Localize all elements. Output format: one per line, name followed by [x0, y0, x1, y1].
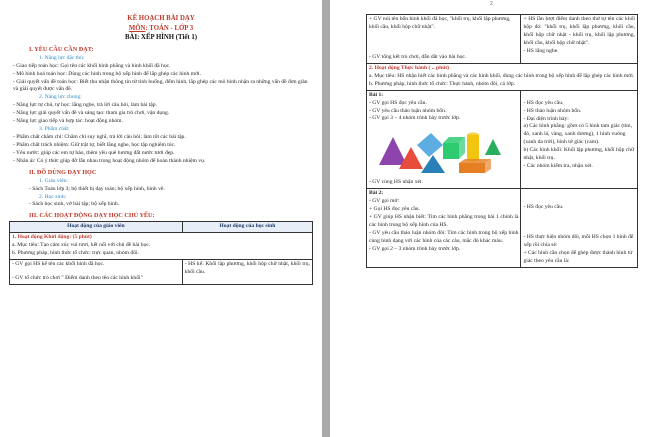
teacher-step: - GV tổng kết trò chơi, dẫn dắt vào bài học.	[369, 53, 467, 60]
student-step: - HS đọc yêu cầu.	[523, 204, 564, 211]
body-line: - Phẩm chất chăm chỉ: Chăm chỉ suy nghĩ, trả lời câu hỏi; làm tốt các bài tập.	[13, 134, 186, 141]
activity-1-student-cell	[182, 259, 312, 284]
cube-shape	[443, 137, 465, 159]
teacher-step: - GV cùng HS nhận xét.	[369, 179, 423, 186]
student-step: - HS lắng nghe.	[523, 47, 559, 54]
body-line: - Năng lực giải quyết vấn đề và sáng tạo: tham gia trò chơi, vận dụng.	[13, 110, 170, 117]
box-shape	[459, 159, 491, 173]
subsection-2-2: 2. Học sinh:	[39, 193, 67, 200]
body-line: - Sách Toán lớp 3; bộ thiết bị dạy toán; bộ xếp hình, hình vẽ.	[29, 185, 165, 192]
teacher-step: + GV nói tên bốn hình khối đã học, "khối trụ, khối lập phương, khối cầu, khối hộp chữ nhật".	[369, 16, 511, 30]
subsection-1-1: 1. Năng lực đặc thù:	[39, 54, 85, 61]
teacher-step: - GV gọi mở:	[369, 198, 400, 205]
teacher-step: - GV tổ chức trò chơi " Điểm danh theo tên các hình khối"	[12, 274, 143, 281]
teacher-step: + GV giúp HS nhận biết: Tìm các hình phẳng trong bài 1 chình là các hình trong bộ xếp hình của HS.	[369, 214, 519, 229]
activity-1-teacher-cell	[10, 259, 183, 284]
activity-1-method: b. Phương pháp, hình thức tổ chức: trực quan, nhóm đôi.	[12, 250, 139, 256]
lesson-title: BÀI: XẾP HÌNH (Tiết 1)	[125, 34, 197, 42]
exercise-1-student-cell	[521, 90, 638, 189]
subsection-2-1: 1. Giáo viên:	[39, 177, 69, 184]
activity-1-student-cell-cont	[521, 15, 638, 64]
activity-2-header-cell	[367, 63, 638, 90]
triangle-shape-blue	[421, 155, 445, 173]
shapes-illustration	[373, 125, 503, 177]
teacher-step: - GV gọi 3 – 4 nhóm trình bày trước lớp.	[369, 115, 461, 122]
student-step: + HS lần lượt điểm danh theo thứ tự tên các khối hộp đó: "khối trụ, khối lập phương, khối cầu, khối hộp chữ nhật - khối trụ, khối lập phương, khối cầu, khối hộp chữ nhật".	[523, 16, 635, 46]
activity-1-teacher-cell-cont	[367, 15, 521, 64]
teacher-step: + Gọi HS đọc yêu cầu.	[369, 206, 421, 213]
teacher-step: - GV gọi HS đọc yêu cầu.	[369, 99, 427, 106]
body-line: - Sách học sinh, vở bài tập; bộ xếp hình.	[29, 201, 120, 208]
student-step: - HS kể: Khối lập phương, khối hộp chữ nhật, khối trụ, khối cầu.	[184, 260, 310, 275]
activity-1-objective: a. Mục tiêu: Tạo cảm xúc vui tươi, kết nối với chủ đề bài học.	[12, 242, 151, 249]
teacher-step: - GV gọi HS kể tên các khối hình đã học.	[12, 260, 105, 267]
body-line: - Mô hình hoá toán học: Dùng các hình trong bộ xếp hình để lắp ghép các hình mới.	[13, 70, 201, 77]
activity-2-title: 2. Hoạt động Thực hành ( .. phút)	[369, 64, 450, 71]
teacher-column-header: Hoạt động của giáo viên	[10, 222, 183, 233]
student-column-header: Hoạt động của học sinh	[182, 222, 312, 233]
section-heading-3: III. CÁC HOẠT ĐỘNG DẠY HỌC CHỦ YẾU:	[29, 212, 155, 220]
activities-table-continued	[366, 14, 638, 268]
triangle-shape-green	[485, 139, 501, 155]
exercise-2-student-cell	[521, 189, 638, 268]
document-page-1	[0, 0, 322, 437]
square-shape	[417, 133, 443, 157]
subsection-1-3: 3. Phẩm chất:	[39, 126, 70, 133]
student-step: - HS thực hiện nhóm đôi, mỗi HS chọn 1 hình để xếp rồi chia sẻ:	[523, 234, 634, 249]
page-number: 2	[490, 1, 493, 7]
teacher-step: - GV yêu cầu thảo luận nhóm đôi: Tìm các hình trong bộ xếp hình cùng hình dạng với các hình của các câu, mắc đủ khác màu.	[369, 230, 519, 244]
body-line: - Giải quyết vấn đề toán học: Biết thu nhận thông tin từ tình huống, đếm hình, lắp ghép các mô hình nhận ra những vấn đề đơn giản và giải quyết được vấn đề.	[13, 78, 308, 93]
teacher-step: - GV yêu cầu thảo luận nhóm bốn.	[369, 107, 447, 114]
body-line: - Phẩm chất trách nhiệm: Giữ trật tự, biết lắng nghe, học tập nghiêm túc.	[13, 142, 176, 149]
page-1-content	[9, 14, 313, 285]
document-title: KẾ HOẠCH BÀI DẠY	[127, 15, 195, 22]
activity-2-objective: a. Mục tiêu: HS nhận biết các hình phẳng và các hình khối, dùng các hình trong bộ xếp hình để lắp ghép các hình mới.	[369, 72, 635, 79]
student-step: b) Các hình khối: Khối lập phương, khối hộp chữ nhật, khối trụ.	[523, 147, 635, 162]
student-step: - HS đọc yêu cầu.	[523, 99, 564, 106]
section-heading-2: II. ĐỒ DÙNG DẠY HỌC	[29, 168, 97, 176]
subject-label: MÔN	[128, 24, 146, 32]
student-step: + Các hình cần chọn để ghép được thành hình từ giác theo yêu cầu là:	[523, 250, 633, 265]
body-line: - Nhân ái: Có ý thức giúp đỡ lẫn nhau trong hoạt động nhóm để hoàn thành nhiệm vụ.	[13, 157, 206, 164]
exercise-1-teacher-cell	[367, 90, 521, 189]
activities-table	[9, 221, 313, 285]
body-line: - Năng lực tự chủ, tự học: lắng nghe, trả lời câu hỏi, làm bài tập.	[13, 102, 157, 109]
section-heading-1: I. YÊU CẦU CẦN ĐẠT:	[29, 45, 94, 53]
exercise-2-label: Bài 2:	[369, 190, 384, 197]
exercise-1-label: Bài 1:	[369, 91, 384, 98]
student-step: - HS thảo luận nhóm bốn.	[523, 107, 582, 114]
subject-line	[9, 24, 313, 34]
page-2-content	[366, 14, 638, 268]
activity-1-title: 1. Hoạt động Khởi động: (5 phút)	[12, 234, 92, 241]
teacher-step: - GV gọi 2 – 3 nhóm trình bày trước lớp.	[369, 245, 461, 252]
exercise-2-teacher-cell	[367, 189, 521, 268]
student-step: - Các nhóm kiểm tra, nhận xét.	[523, 163, 593, 170]
subject-rest: : TOÁN - LỚP 3	[145, 24, 194, 32]
activity-1-header-cell	[10, 233, 313, 260]
cylinder-shape	[467, 133, 479, 162]
body-line: - Yêu nước: giúp các em tự hào, thêm yêu quê hương đất nước tươi đẹp.	[13, 149, 175, 156]
body-line: - Giao tiếp toán học: Gọi tên các khối hình phẳng và hình khối đã học.	[13, 62, 171, 69]
body-line: - Năng lực giao tiếp và hợp tác: hoạt động nhóm.	[13, 118, 123, 125]
student-step: - Đại diện trình bày:	[523, 115, 569, 122]
activity-2-method: b. Phương pháp, hình thức tổ chức: Thực hành, nhóm đôi, cá lớp.	[369, 80, 516, 87]
document-page-2	[330, 0, 650, 437]
triangle-shape-purple	[379, 137, 407, 165]
subsection-1-2: 2. Năng lực chung:	[39, 94, 82, 101]
student-step: a) Các hình phẳng: gồm có 5 hình tam giác (tím, đỏ, xanh lá, vàng, xanh dương), 1 hình vuông (xanh da trời), hình tứ giác (cam).	[523, 123, 633, 146]
